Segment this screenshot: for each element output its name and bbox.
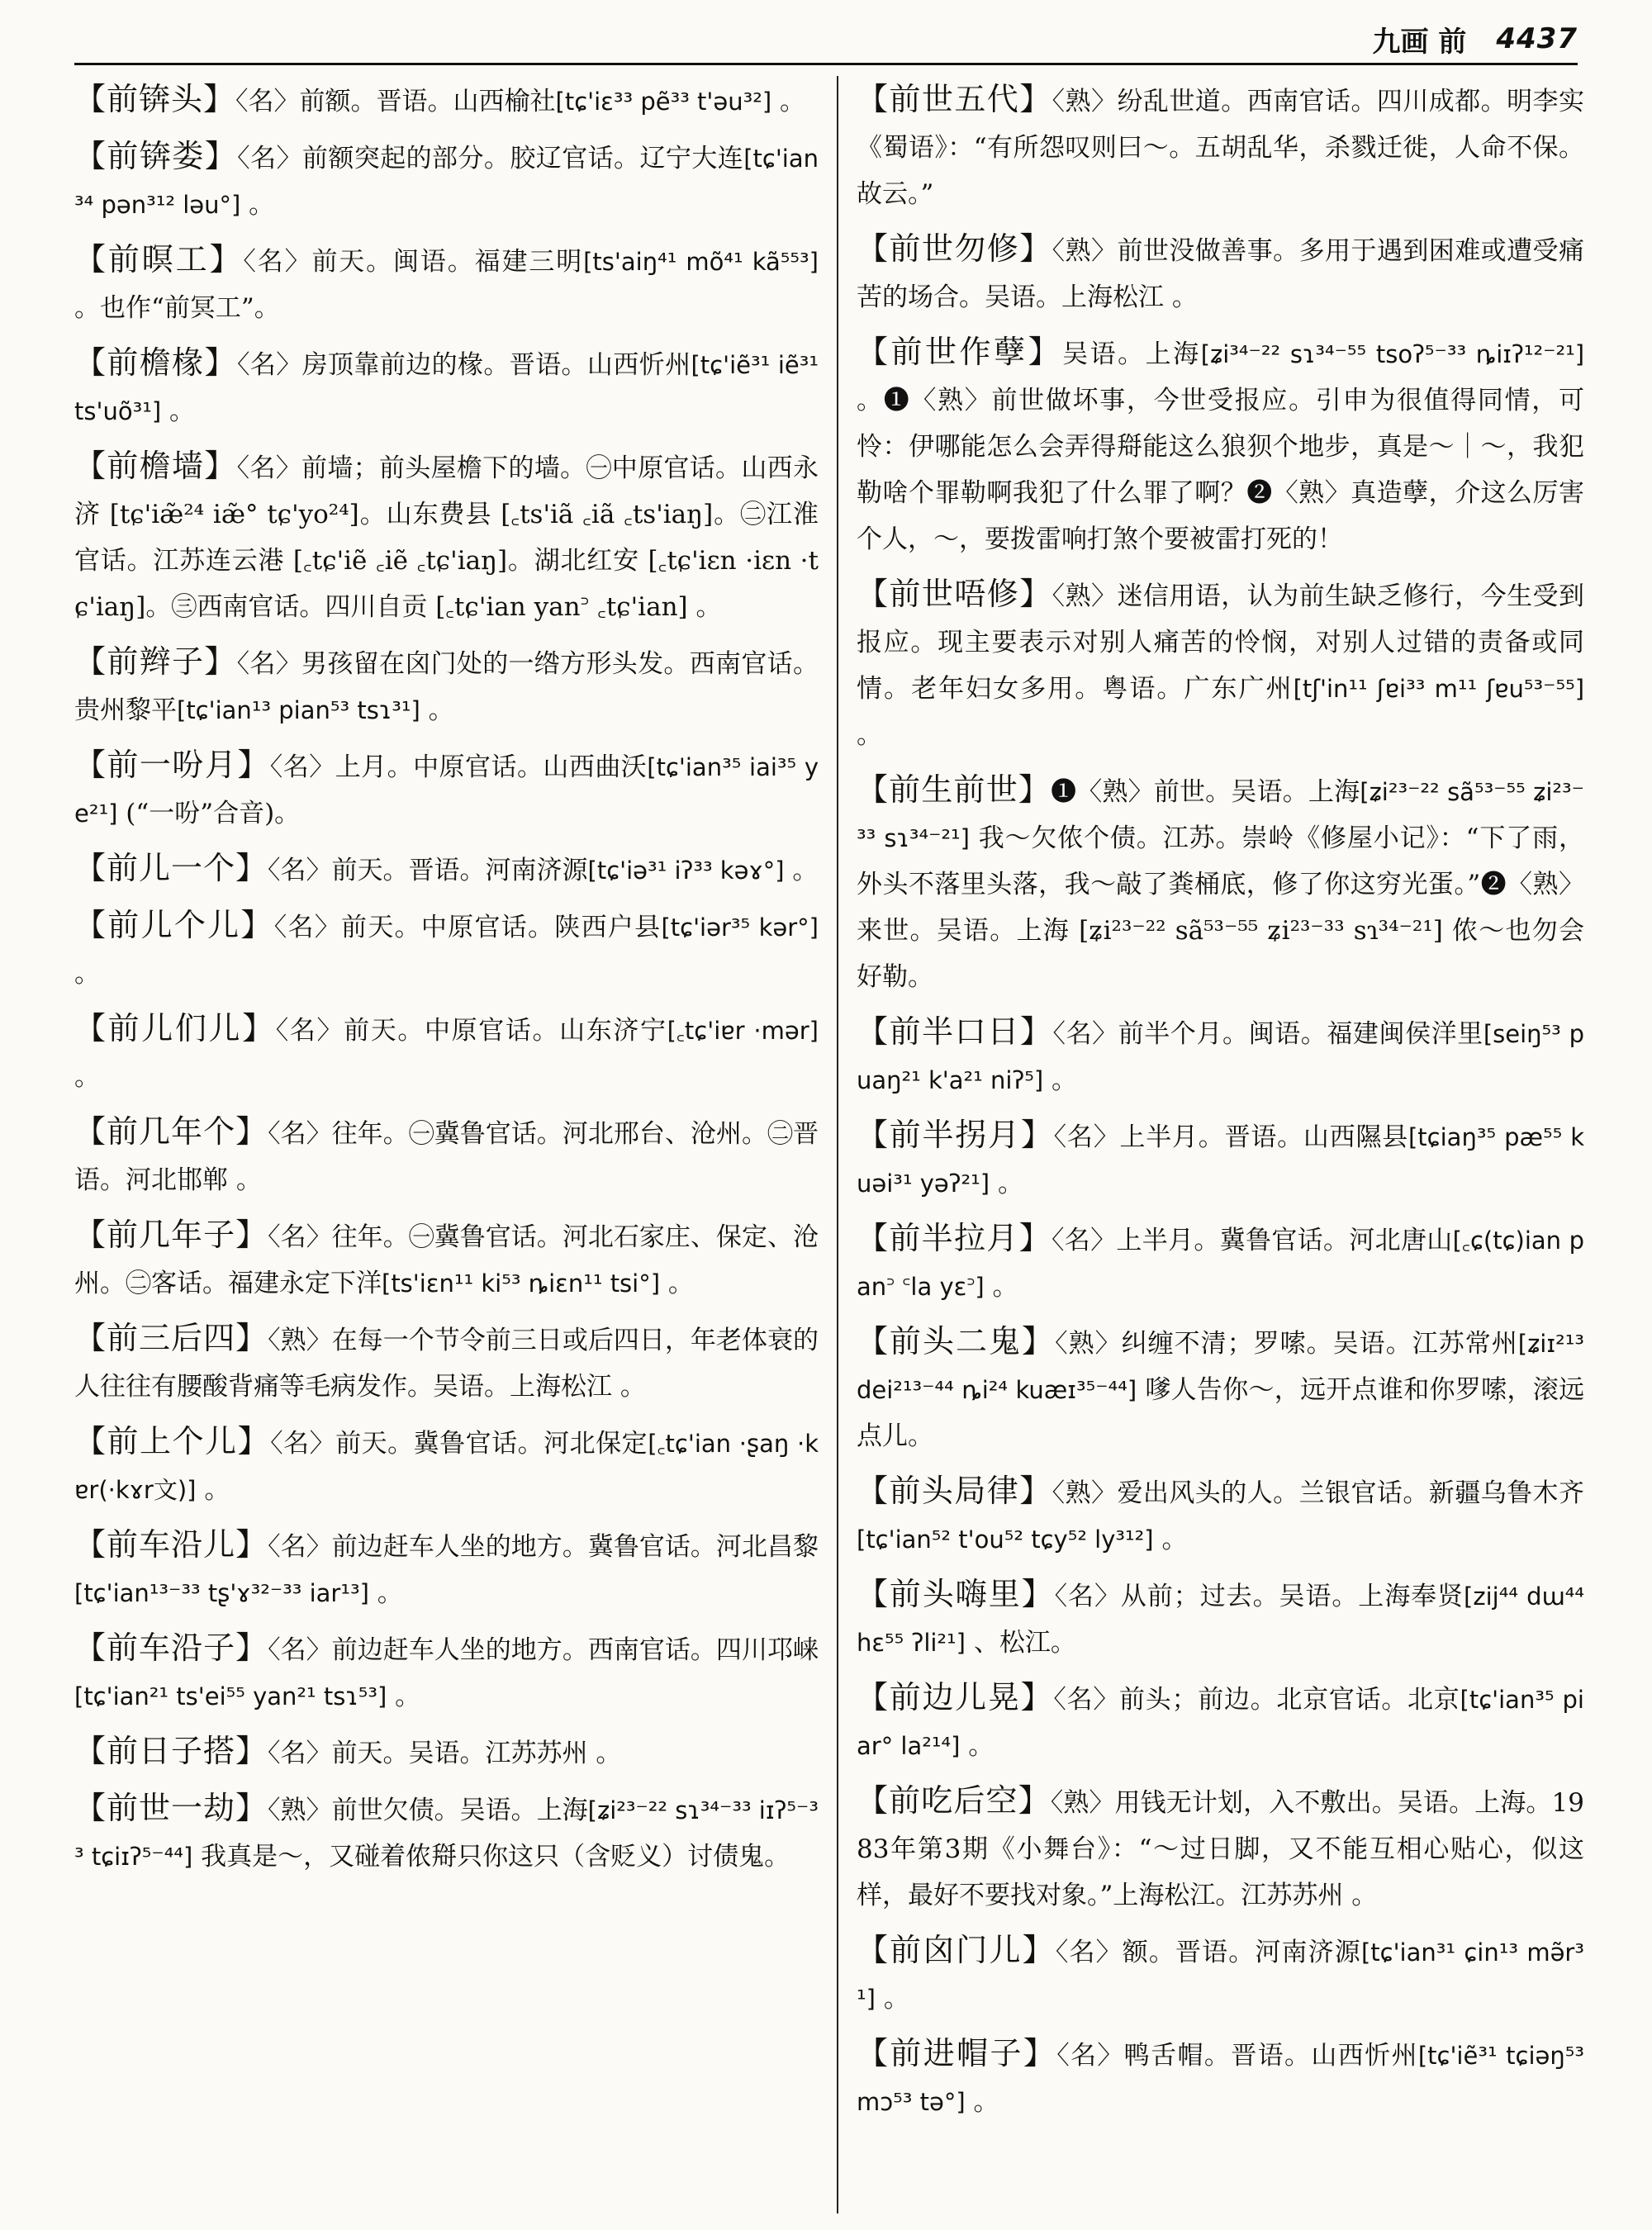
dictionary-entry [857,225,1584,320]
entry-pronunciation: [ʑiɪ²¹³ dei²¹³⁻⁴⁴ ȵi²⁴ kuæɪ³⁵⁻⁴⁴] [857,1330,1584,1404]
entry-definition: 〈名〉鸭舌帽。晋语。山西忻州 [1056,2041,1418,2071]
entry-pronunciation: [tɕ'ian²¹ ts'ei⁵⁵ yan²¹ tsɿ⁵³] [74,1682,387,1710]
entry-headword: 【前暝工】 [74,241,244,278]
entry-pronunciation: [tɕ'ian¹³⁻³³ tʂ'ɤ³²⁻³³ iar¹³] [74,1579,369,1607]
section-title: 九画 前 [1372,25,1467,59]
entry-note: 。 [1351,1881,1378,1910]
entry-definition: 〈名〉男孩留在囟门处的一绺方形头发。西南官话。贵州黎平 [74,649,819,725]
entry-note: 。 [620,1372,646,1402]
entry-pronunciation: [seiŋ⁵³ puaŋ²¹ k'a²¹ niʔ⁵] [857,1020,1584,1094]
dictionary-entry [74,339,819,434]
entry-headword: 【前锛娄】 [74,138,238,174]
entry-pronunciation: [tɕ'ian³⁵ iai³⁵ ye²¹] [74,753,819,828]
entry-headword: 【前一吩月】 [74,747,270,783]
left-column [74,76,838,2213]
entry-pronunciation: [ʑi³⁴⁻²² sɿ³⁴⁻⁵⁵ tsoʔ⁵⁻³³ ȵiɪʔ¹²⁻²¹] [1200,340,1585,368]
entry-definition: 〈名〉前天。闽语。福建三明 [243,247,584,277]
entry-note: 。 [596,1739,622,1768]
entry-pronunciation: [tɕ'iə³¹ iʔ³³ kəɤ°] [587,856,785,885]
entry-definition: 〈名〉额。晋语。河南济源 [1055,1938,1361,1967]
entry-definition: 〈熟〉纠缠不清；罗嗦。吴语。江苏常州 [1055,1329,1518,1359]
dictionary-entry [857,571,1584,758]
entry-pronunciation: [ts'iɛn¹¹ ki⁵³ ȵiɛn¹¹ tsi°] [382,1269,661,1298]
entry-definition: 〈熟〉迷信用语，认为前生缺乏修行，今生受到报应。现主要表示对别人痛苦的怜悯，对别人过错的责备或同情。老年妇女多用。粤语。广东广州 [857,581,1584,704]
entry-note: 。 [428,695,454,725]
dictionary-entry [74,1728,819,1777]
page-header [74,15,1578,65]
entry-headword: 【前三后四】 [74,1320,268,1356]
dictionary-entry [74,742,819,837]
entry-definition: 〈熟〉用钱无计划，入不敷出。吴语。上海。1983年第3期《小舞台》：“～过日脚，又不能互相心贴心，似这样，最好不要找对象。”上海松江。江苏苏州 [857,1788,1584,1910]
entry-definition: 〈熟〉前世欠债。吴语。上海 [268,1796,588,1825]
entry-definition: 〈熟〉在每一个节令前三日或后四日，年老体衰的人往往有腰酸背痛等毛病发作。吴语。上海松江 [74,1326,819,1402]
entry-headword: 【前半拐月】 [857,1117,1054,1153]
entry-headword: 【前头嗨里】 [857,1576,1055,1612]
dictionary-entry [74,1005,819,1100]
entry-pronunciation: [ʑi²³⁻²² sɿ³⁴⁻³³ iɪʔ⁵⁻³³ tɕiɪʔ⁵⁻⁴⁴] [74,1796,819,1871]
entry-headword: 【前锛头】 [74,81,236,117]
entry-note: 。 [1051,1065,1078,1095]
dictionary-entry [857,1112,1584,1207]
entry-definition: 〈名〉前天。中原官话。陕西户县 [273,913,662,942]
entry-headword: 【前檐椽】 [74,344,237,381]
dictionary-entry [857,1008,1584,1103]
dictionary-entry [857,766,1584,1000]
entry-headword: 【前儿们儿】 [74,1010,276,1046]
entry-note: 。 [74,1062,100,1092]
entry-headword: 【前上个儿】 [74,1423,271,1459]
entry-note: 我真是～，又碰着侬搿只你这只（含贬义）讨债鬼。 [201,1842,790,1872]
entry-definition: 〈名〉前天。冀鲁官话。河北保定 [270,1429,648,1459]
dictionary-entry [74,133,819,228]
entry-definition: 〈熟〉爱出风头的人。兰银官话。新疆乌鲁木齐 [1051,1478,1584,1508]
dictionary-entry [857,76,1584,217]
dictionary-entry [857,1927,1584,2022]
entry-headword: 【前日子搭】 [74,1733,268,1769]
entry-definition: 〈名〉从前；过去。吴语。上海奉贤 [1054,1582,1464,1611]
entry-pronunciation: [tɕ'ian³¹ ɕin¹³ mə̃r³¹] [857,1938,1584,2013]
entry-pronunciation: [tɕiaŋ³⁵ pæ⁵⁵ kuəi³¹ yəʔ²¹] [857,1123,1584,1198]
entry-definition: 〈名〉前天。晋语。河南济源 [268,856,588,885]
entry-definition: 〈名〉前边赶车人坐的地方。西南官话。四川邛崃 [268,1635,819,1665]
entry-note: 。 [857,720,882,750]
entry-headword: 【前几年个】 [74,1113,268,1150]
entry-note: 。 [997,1169,1023,1198]
entry-pronunciation: [tɕ'ian³⁴ pən³¹² ləu°] [74,145,819,219]
entry-note: 。 [792,856,819,885]
entry-pronunciation: [꜀ɕ(tɕ)ian pan꜄ ꜂la yɛ꜄] [857,1226,1584,1301]
dictionary-entry [857,1571,1584,1666]
dictionary-entry [74,236,819,331]
dictionary-entry [857,329,1584,562]
entry-pronunciation: [ts'aiŋ⁴¹ mõ⁴¹ kã⁵⁵³] [583,248,819,276]
dictionary-entry [857,1468,1584,1563]
entry-definition: 〈熟〉前世没做善事。多用于遇到困难或遭受痛苦的场合。吴语。上海松江 [857,236,1584,312]
entry-headword: 【前进帽子】 [857,2035,1057,2071]
entry-headword: 【前儿一个】 [74,850,268,886]
dictionary-entry [74,1785,819,1880]
page-number: 4437 [1496,22,1578,55]
entry-pronunciation: [tɕ'iẽ³¹ iẽ³¹ ts'uõ³¹] [74,351,819,425]
dictionary-entry [857,1318,1584,1459]
right-column [838,76,1602,2213]
entry-note: 我～欠侬个债。江苏。崇岭《修屋小记》：“下了雨，外头不落里头落，我～敲了粪桶底，修了你这穷光蛋。”❷〈熟〉来世。吴语。上海 [ʑi²³⁻²² sã⁵³⁻⁵⁵ ʑi²³⁻³³ sɿ³⁴⁻²¹] 侬～也勿会好勒。 [857,823,1584,992]
entry-definition: 〈名〉房顶靠前边的椽。晋语。山西忻州 [236,350,691,380]
entry-note: 。 [883,1984,909,2014]
entry-headword: 【前囟门儿】 [857,1932,1056,1968]
entry-definition: 〈名〉上半月。冀鲁官话。河北唐山 [1051,1226,1453,1255]
entry-definition: 〈名〉前头；前边。北京官话。北京 [1053,1685,1460,1715]
entry-pronunciation: [ʑi²³⁻²² sã⁵³⁻⁵⁵ ʑi²³⁻³³ sɿ³⁴⁻²¹] [857,778,1584,852]
entry-pronunciation: [tʃ'in¹¹ ʃɐi³³ m¹¹ ʃɐu⁵³⁻⁵⁵] [1293,675,1585,703]
entry-definition: 〈名〉前额突起的部分。胶辽官话。辽宁大连 [237,144,744,173]
entry-note: 。 [249,190,275,220]
dictionary-entry [74,1108,819,1203]
entry-headword: 【前世五代】 [857,81,1052,117]
dictionary-entry [857,1674,1584,1769]
entry-definition: 〈熟〉纷乱世道。西南官话。四川成都。明李实《蜀语》：“有所怨叹则曰～。五胡乱华，杀戮迁徙，人命不保。故云。” [857,87,1584,209]
entry-definition: 〈名〉前半个月。闽语。福建闽侯洋里 [1052,1019,1483,1049]
entry-note: 。 [204,1475,230,1505]
entry-definition: 〈名〉前天。吴语。江苏苏州 [268,1739,588,1768]
entry-headword: 【前半拉月】 [857,1220,1051,1256]
entry-headword: 【前几年子】 [74,1217,268,1253]
entry-definition: 〈名〉前天。中原官话。山东济宁 [275,1016,667,1046]
dictionary-entry [857,2030,1584,2125]
entry-note: 。 [968,1731,995,1761]
dictionary-entry [74,902,819,997]
entry-pronunciation: [tɕ'iər³⁵ kər°] [661,913,819,942]
entry-headword: 【前世一劫】 [74,1790,268,1826]
entry-note: 。❶〈熟〉前世做坏事，今世受报应。引申为很值得同情，可怜：伊哪能怎么会弄得搿能这么狼狈个地步，真是～｜～，我犯勒啥个罪勒啊我犯了什么罪了啊？❷〈熟〉真造孽，介这么厉害个人，～，要拨雷响打煞个要被雷打死的！ [857,386,1584,554]
entry-headword: 【前世勿修】 [857,230,1052,267]
entry-note: 。 [377,1578,403,1608]
dictionary-entry [74,845,819,894]
entry-note: 。也作“前冥工”。 [74,293,280,323]
entry-headword: 【前头局律】 [857,1473,1052,1509]
dictionary-entry [74,1212,819,1307]
entry-note: 。 [1171,282,1198,312]
entry-note: 。 [667,1269,694,1298]
entry-definition: 〈名〉往年。㊀冀鲁官话。河北石家庄、保定、沧州。㊁客话。福建永定下洋 [74,1222,819,1298]
entry-pronunciation: [꜀tɕ'ian ·ʂaŋ ·kɐr(·kɤr文)] [74,1430,819,1504]
dictionary-entry [857,1777,1584,1919]
entry-headword: 【前辫子】 [74,643,237,680]
entry-pronunciation: [꜀tɕ'iɐr ·mər] [667,1017,819,1045]
entry-headword: 【前边儿晃】 [857,1679,1054,1715]
entry-headword: 【前世唔修】 [857,576,1052,612]
entry-note: 。 [1161,1525,1188,1554]
entry-note: 。 [695,592,722,622]
entry-pronunciation: [zij⁴⁴ dɯ⁴⁴ hɛ⁵⁵ ʔli²¹] [857,1582,1585,1657]
dictionary-entry [74,1521,819,1616]
dictionary-columns [74,76,1602,2213]
entry-pronunciation: [tɕ'ian⁵² t'ou⁵² tɕy⁵² ly³¹²] [857,1525,1154,1554]
entry-definition: 〈名〉前墙；前头屋檐下的墙。㊀中原官话。山西永济 [tɕ'iæ̃²⁴ iæ̃° tɕ'yo²⁴]。山东费县 [꜀ts'iã ꜀iã ꜀ts'iaŋ]。㊁江淮官话。江苏连云港 [꜀tɕ'iẽ ꜀iẽ ꜀tɕ'iaŋ]。湖北红安 [꜀tɕ'iɛn ·iɛn ·tɕ'iaŋ]。㊂西南官话。四川自贡 [꜀tɕ'ian yan꜄ ꜀tɕ'ian] [74,453,819,622]
entry-definition: 〈名〉上月。中原官话。山西曲沃 [269,752,648,782]
entry-note: 、松江。 [973,1628,1076,1658]
dictionary-entry [74,1418,819,1513]
entry-note: 。 [973,2087,999,2117]
dictionary-entry [857,1215,1584,1310]
entry-definition: 〈名〉上半月。晋语。山西隰县 [1053,1122,1408,1152]
dictionary-entry [74,1315,819,1410]
entry-headword: 【前半口日】 [857,1013,1053,1050]
dictionary-entry [74,1625,819,1720]
entry-definition: ❶〈熟〉前世。吴语。上海 [1051,777,1360,807]
entry-definition: 吴语。上海 [1062,339,1201,369]
dictionary-entry [74,76,819,125]
entry-note: 。 [169,396,195,426]
entry-note: (“一吩”合音)。 [126,799,301,828]
entry-definition: 〈名〉前额。晋语。山西榆社 [235,87,556,116]
entry-headword: 【前吃后空】 [857,1782,1051,1819]
entry-pronunciation: [tɕ'iɛ³³ pẽ³³ t'əu³²] [555,88,772,116]
entry-headword: 【前生前世】 [857,771,1051,808]
entry-note: 。 [74,959,100,989]
entry-pronunciation: [tɕ'ian³⁵ piar° la²¹⁴] [857,1686,1584,1760]
entry-definition: 〈名〉往年。㊀冀鲁官话。河北邢台、沧州。㊁晋语。河北邯郸 [74,1119,819,1195]
entry-note: 。 [395,1682,421,1711]
entry-headword: 【前檐墙】 [74,448,237,484]
entry-headword: 【前世作孽】 [857,334,1063,370]
dictionary-entry [74,638,819,733]
entry-headword: 【前车沿子】 [74,1630,268,1666]
entry-note: 嗲人告你～，远开点谁和你罗嗦，滚远点儿。 [857,1375,1584,1451]
entry-headword: 【前儿个儿】 [74,907,274,943]
entry-pronunciation: [tɕ'iẽ³¹ tɕiəŋ⁵³ mɔ⁵³ tə°] [857,2042,1584,2116]
entry-headword: 【前车沿儿】 [74,1526,268,1563]
dictionary-entry [74,443,819,630]
entry-pronunciation: [tɕ'ian¹³ pian⁵³ tsɿ³¹] [177,696,420,724]
entry-note: 。 [992,1272,1018,1302]
entry-note: 。 [780,87,806,116]
entry-headword: 【前头二鬼】 [857,1323,1056,1359]
entry-definition: 〈名〉前边赶车人坐的地方。冀鲁官话。河北昌黎 [268,1532,819,1562]
entry-note: 。 [235,1165,262,1195]
